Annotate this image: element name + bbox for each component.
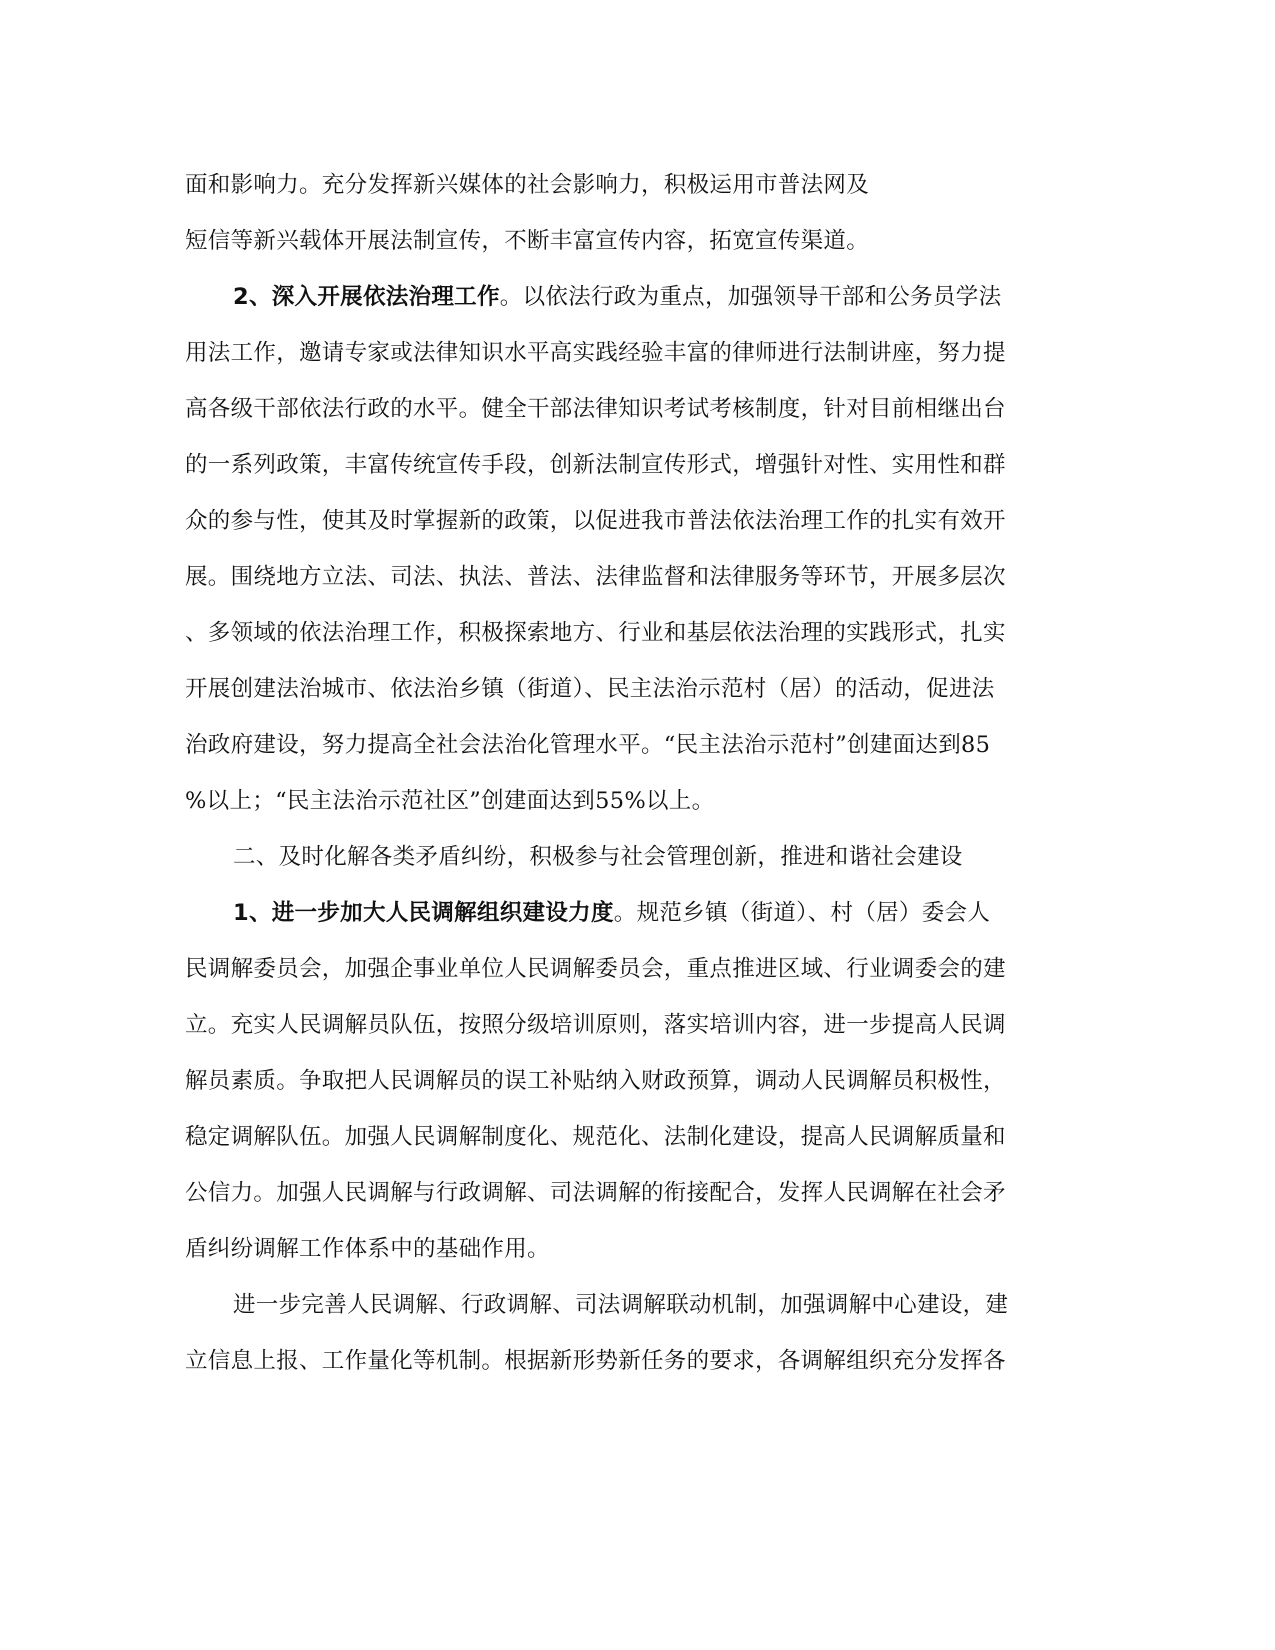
text-line-19 (185, 1178, 1006, 1208)
section-heading-1: 2、深入开展依法治理工作 (233, 284, 500, 310)
text-line-13 (233, 842, 963, 872)
text-line-6 (185, 450, 1006, 480)
text-line-17-text: 解员素质。争取把人民调解员的误工补贴纳入财政预算，调动人民调解员积极性， (185, 1068, 1006, 1094)
text-line-20 (185, 1234, 550, 1264)
text-line-20-text: 盾纠纷调解工作体系中的基础作用。 (185, 1236, 550, 1262)
text-line-6-text: 的一系列政策，丰富传统宣传手段，创新法制宣传形式，增强针对性、实用性和群 (185, 452, 1006, 478)
text-line-4 (185, 338, 1006, 368)
text-line-1 (185, 170, 869, 200)
text-line-3-text: 。以依法行政为重点，加强领导干部和公务员学法 (499, 284, 1002, 310)
text-line-12 (185, 786, 714, 816)
text-line-8-text: 展。围绕地方立法、司法、执法、普法、法律监督和法律服务等环节，开展多层次 (185, 564, 1006, 590)
text-line-11 (185, 730, 990, 760)
text-line-4-text: 用法工作，邀请专家或法律知识水平高实践经验丰富的律师进行法制讲座，努力提 (185, 340, 1006, 366)
text-line-7-text: 众的参与性，使其及时掌握新的政策，以促进我市普法依法治理工作的扎实有效开 (185, 508, 1006, 534)
text-line-18 (185, 1122, 1006, 1152)
text-line-1-text: 面和影响力。充分发挥新兴媒体的社会影响力，积极运用市普法网及 (185, 172, 870, 198)
text-line-14-text: 。规范乡镇（街道）、村（居）委会人 (613, 900, 991, 926)
text-line-11-text: 治政府建设，努力提高全社会法治化管理水平。“民主法治示范村”创建面达到85 (185, 732, 991, 758)
text-line-8 (185, 562, 1006, 592)
text-line-22 (185, 1346, 1006, 1376)
text-line-10-text: 开展创建法治城市、依法治乡镇（街道）、民主法治示范村（居）的活动，促进法 (185, 676, 995, 702)
text-line-9-text: 、多领域的依法治理工作，积极探索地方、行业和基层依法治理的实践形式，扎实 (185, 620, 1006, 646)
text-line-2-text: 短信等新兴载体开展法制宣传，不断丰富宣传内容，拓宽宣传渠道。 (185, 228, 870, 254)
text-line-7 (185, 506, 1006, 536)
text-line-15-text: 民调解委员会，加强企事业单位人民调解委员会，重点推进区域、行业调委会的建 (185, 956, 1006, 982)
text-line-16 (185, 1010, 1006, 1040)
text-line-2 (185, 226, 869, 256)
text-line-9 (185, 618, 1006, 648)
section-heading-2: 1、进一步加大人民调解组织建设力度 (233, 900, 614, 926)
text-line-15 (185, 954, 1006, 984)
text-line-17 (185, 1066, 1006, 1096)
text-line-3 (233, 282, 1001, 312)
text-line-12-text: %以上；“民主法治示范社区”创建面达到55%以上。 (185, 788, 715, 814)
text-line-16-text: 立。充实人民调解员队伍，按照分级培训原则，落实培训内容，进一步提高人民调 (185, 1012, 1006, 1038)
text-line-22-text: 立信息上报、工作量化等机制。根据新形势新任务的要求，各调解组织充分发挥各 (185, 1348, 1006, 1374)
text-line-5-text: 高各级干部依法行政的水平。健全干部法律知识考试考核制度，针对目前相继出台 (185, 396, 1006, 422)
text-line-21-text: 进一步完善人民调解、行政调解、司法调解联动机制，加强调解中心建设，建 (233, 1292, 1009, 1318)
text-line-18-text: 稳定调解队伍。加强人民调解制度化、规范化、法制化建设，提高人民调解质量和 (185, 1124, 1006, 1150)
text-line-10 (185, 674, 995, 704)
text-line-14 (233, 898, 990, 928)
text-line-19-text: 公信力。加强人民调解与行政调解、司法调解的衔接配合，发挥人民调解在社会矛 (185, 1180, 1006, 1206)
text-line-21 (233, 1290, 1008, 1320)
text-line-13-text: 二、及时化解各类矛盾纠纷，积极参与社会管理创新，推进和谐社会建设 (233, 844, 963, 870)
text-line-5 (185, 394, 1006, 424)
